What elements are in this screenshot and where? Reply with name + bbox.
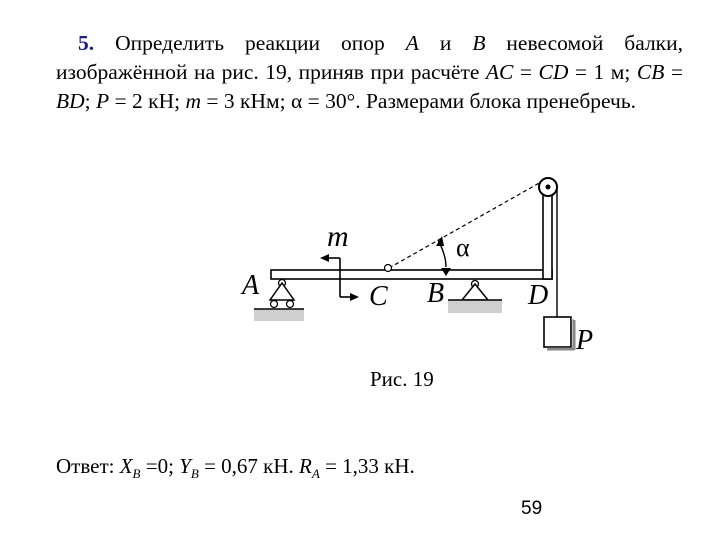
problem-text-8: = 2 кН; — [109, 89, 186, 113]
answer-Y-sub: B — [190, 466, 199, 481]
ground-B — [448, 300, 502, 313]
beam — [271, 270, 552, 279]
answer-Y: Y — [179, 454, 191, 478]
alpha-arrowhead-top — [436, 236, 444, 246]
var-P: P — [96, 89, 110, 113]
support-A-triangle — [270, 283, 294, 300]
page-number: 59 — [521, 498, 543, 519]
label-m: m — [327, 220, 349, 253]
point-C-marker — [385, 265, 392, 272]
answer-X: X — [119, 454, 133, 478]
answer-text-1: =0; — [140, 454, 180, 478]
problem-number: 5. — [78, 31, 95, 55]
var-B: B — [472, 31, 486, 55]
vertical-post — [543, 188, 552, 279]
answer-line — [56, 454, 415, 482]
label-B: B — [427, 278, 445, 309]
problem-text-7: ; — [84, 89, 97, 113]
answer-R-sub: A — [311, 466, 320, 481]
label-D: D — [528, 280, 549, 311]
label-P: P — [576, 325, 594, 356]
problem-text-1: Определить реакции опор — [94, 31, 406, 55]
pulley-axle — [546, 185, 551, 190]
problem-text-9: = 3 кНм; α = 30°. Размерами блока пренебречь. — [201, 89, 637, 113]
answer-text-3: = 1,33 кН. — [319, 454, 415, 478]
support-B-triangle — [462, 284, 488, 300]
problem-text-5: = 1 м; — [568, 60, 637, 84]
moment-bottom-arrowhead — [350, 293, 359, 301]
answer-text-2: = 0,67 кН. — [198, 454, 300, 478]
var-CD: CD — [538, 60, 569, 84]
problem-text-2: и — [418, 31, 473, 55]
support-A-roller-right — [287, 301, 294, 308]
var-CB: CB — [636, 60, 665, 84]
figure-caption: Рис. 19 — [370, 367, 434, 391]
answer-R: R — [299, 454, 312, 478]
var-BD: BD — [56, 89, 85, 113]
problem-text-6: = — [664, 60, 683, 84]
answer-X-sub: B — [132, 466, 141, 481]
var-AC: AC — [485, 60, 514, 84]
label-A: A — [242, 270, 260, 301]
weight-P — [544, 317, 571, 347]
var-m: m — [185, 89, 202, 113]
problem-text-4: = — [513, 60, 539, 84]
ground-A — [254, 309, 304, 321]
support-A-roller-left — [271, 301, 278, 308]
answer-prefix: Ответ: — [56, 454, 120, 478]
problem-text-3: невесомой балки, изображённой на рис. 19, приняв при расчёте — [56, 31, 684, 84]
label-alpha: α — [456, 233, 470, 262]
label-C: C — [369, 281, 388, 312]
moment-top-arrowhead — [320, 254, 329, 262]
var-A: A — [405, 31, 419, 55]
